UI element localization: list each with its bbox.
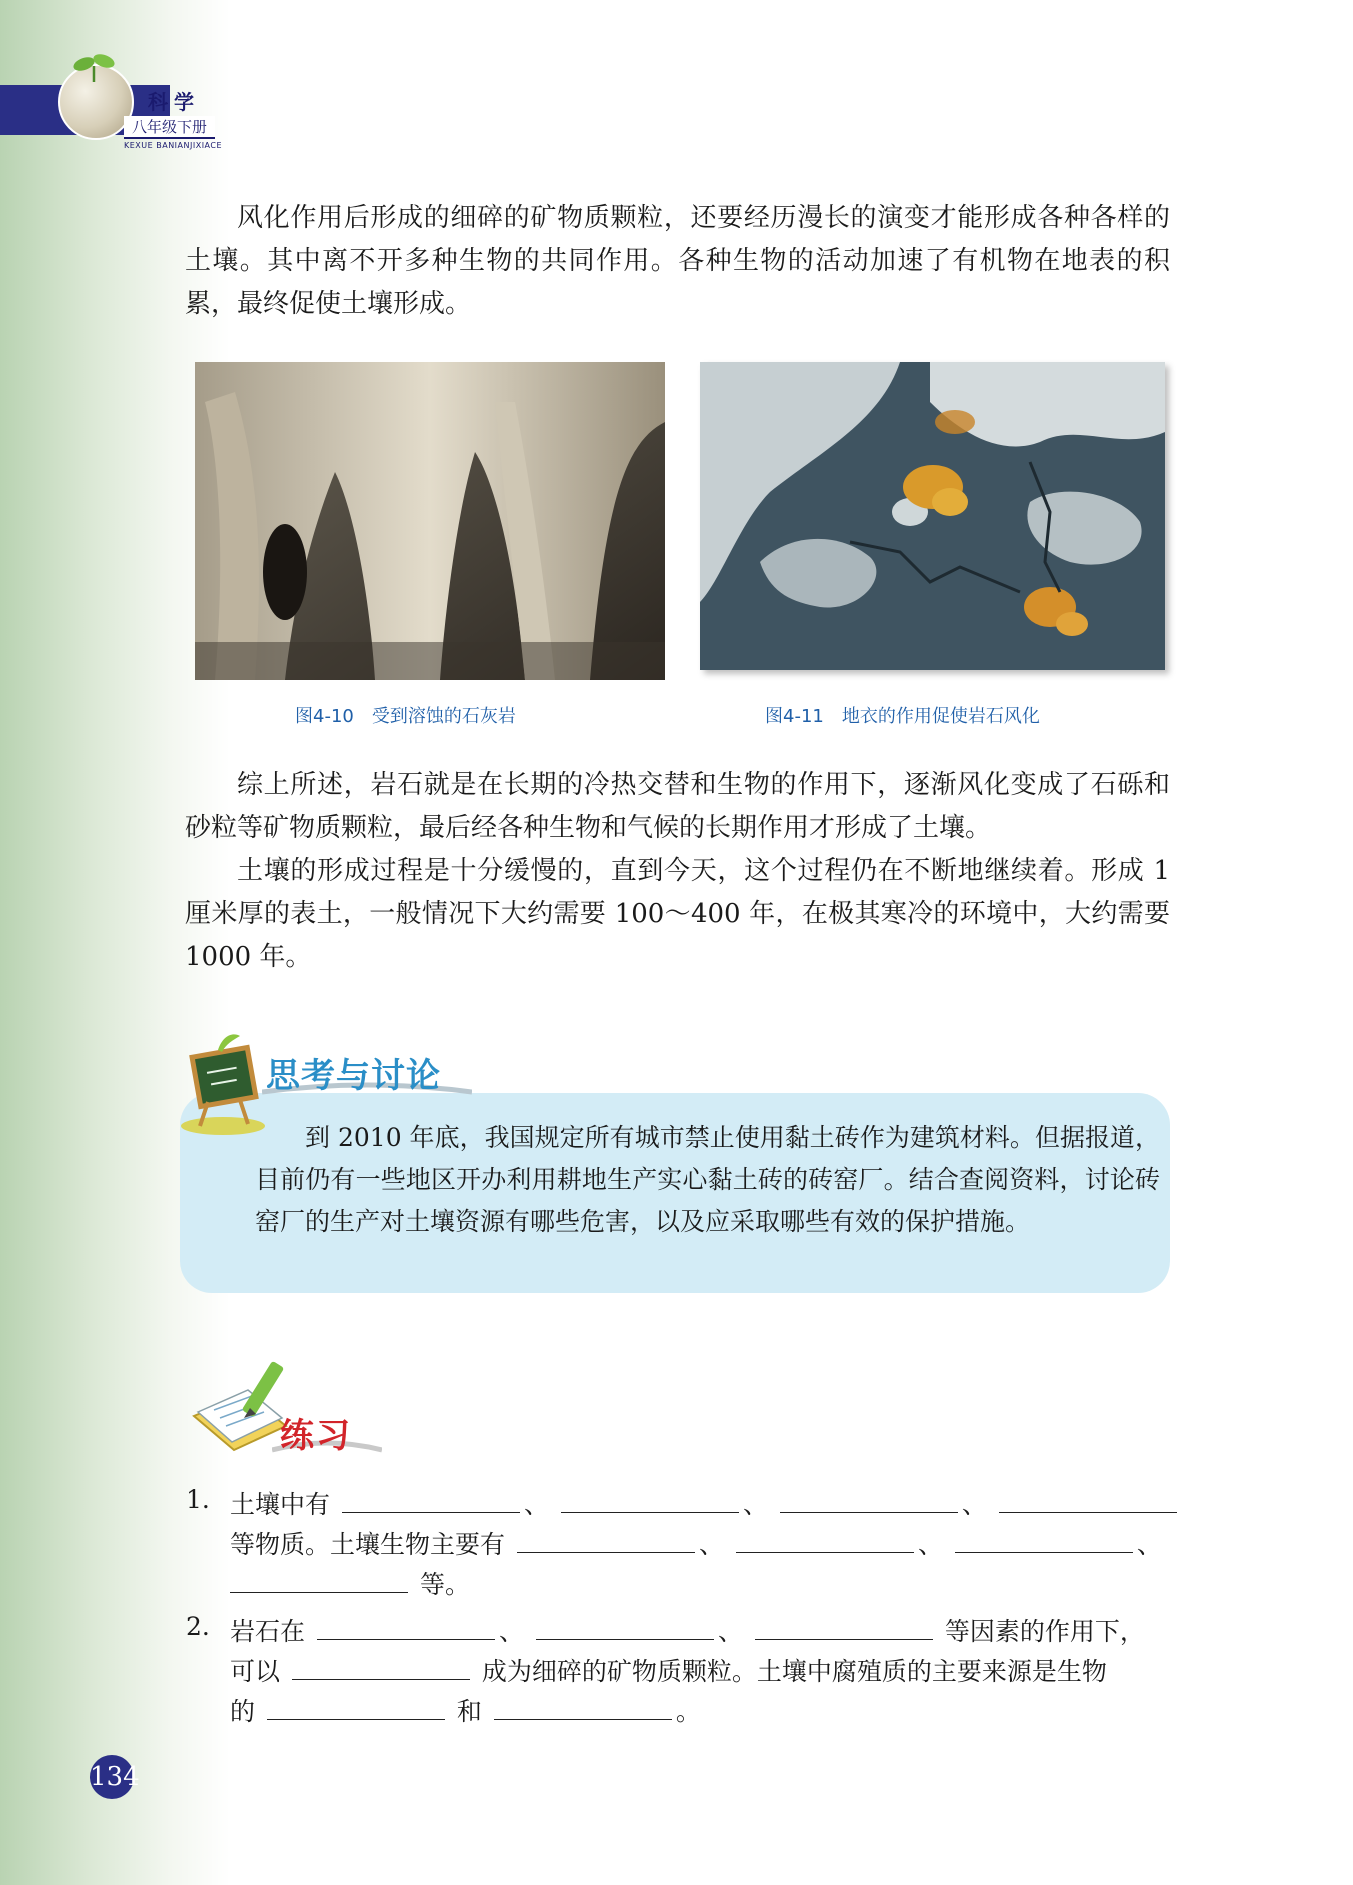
question-2-text: 可以 <box>230 1657 281 1686</box>
limestone-photo-image <box>195 362 665 680</box>
separator: 、 <box>917 1530 943 1559</box>
question-2-text: 成为细碎的矿物质颗粒。土壤中腐殖质的主要来源是生物 <box>481 1657 1107 1686</box>
fill-blank[interactable] <box>317 1617 495 1640</box>
question-2-number: 2. <box>186 1612 210 1641</box>
separator: 、 <box>698 1530 724 1559</box>
exercise-title: 练习 <box>280 1416 352 1456</box>
pinyin-label: KEXUE BANIANJIXIACE <box>124 141 223 150</box>
fill-blank[interactable] <box>292 1657 470 1680</box>
separator: 、 <box>961 1490 987 1519</box>
question-2-line-1 <box>230 1612 1145 1648</box>
limestone-photo <box>195 362 665 680</box>
question-1-text: 土壤中有 <box>230 1490 331 1519</box>
fill-blank[interactable] <box>517 1530 695 1553</box>
fill-blank[interactable] <box>736 1530 914 1553</box>
grade-label: 八年级下册 <box>124 116 215 139</box>
fill-blank[interactable] <box>755 1617 933 1640</box>
question-1-text: 等物质。土壤生物主要有 <box>230 1530 506 1559</box>
figure-caption-lichen: 图4-11 地衣的作用促使岩石风化 <box>765 706 1040 727</box>
discussion-text: 到 2010 年底，我国规定所有城市禁止使用黏土砖作为建筑材料。但据报道，目前仍有一些地区开办利用耕地生产实心黏土砖的砖窑厂。结合查阅资料，讨论砖窑厂的生产对土壤资源有哪些危害，以及应采取哪些有效的保护措施。 <box>255 1123 1160 1236</box>
lichen-photo <box>700 362 1165 670</box>
paragraph-soil-formation: 风化作用后形成的细碎的矿物质颗粒，还要经历漫长的演变才能形成各种各样的土壤。其中离不开多种生物的共同作用。各种生物的活动加速了有机物在地表的积累，最终促使土壤形成。 <box>185 203 1170 319</box>
sprout-icon <box>72 52 116 82</box>
page-number: 134 <box>90 1755 134 1799</box>
discussion-title: 思考与讨论 <box>266 1056 441 1096</box>
separator: 、 <box>717 1617 743 1646</box>
question-1-text: 等。 <box>419 1570 470 1599</box>
question-2-text: 等因素的作用下， <box>944 1617 1145 1646</box>
separator: 、 <box>742 1490 768 1519</box>
fill-blank[interactable] <box>955 1530 1133 1553</box>
question-1-number: 1. <box>186 1485 210 1514</box>
fill-blank[interactable] <box>561 1490 739 1513</box>
question-1-line-1 <box>230 1485 1181 1521</box>
fill-blank[interactable] <box>267 1697 445 1720</box>
fill-blank[interactable] <box>536 1617 714 1640</box>
fill-blank[interactable] <box>494 1697 672 1720</box>
question-2-text: 的 <box>230 1697 256 1726</box>
fill-blank[interactable] <box>999 1490 1177 1513</box>
question-2-text: 。 <box>675 1697 701 1726</box>
fill-blank[interactable] <box>780 1490 958 1513</box>
paragraph-formation-time: 土壤的形成过程是十分缓慢的，直到今天，这个过程仍在不断地继续着。形成 1 厘米厚的表土，一般情况下大约需要 100～400 年，在极其寒冷的环境中，大约需要 1000 年。 <box>185 856 1170 972</box>
question-1-line-2 <box>230 1525 1162 1561</box>
question-1-line-3 <box>230 1565 470 1601</box>
question-2-line-2 <box>230 1652 1107 1688</box>
fill-blank[interactable] <box>230 1570 408 1593</box>
separator: 、 <box>498 1617 524 1646</box>
fill-blank[interactable] <box>342 1490 520 1513</box>
question-2-text: 岩石在 <box>230 1617 306 1646</box>
separator: 、 <box>523 1490 549 1519</box>
paragraph-summary: 综上所述，岩石就是在长期的冷热交替和生物的作用下，逐渐风化变成了石砾和砂粒等矿物质颗粒，最后经各种生物和气候的长期作用才形成了土壤。 <box>185 770 1170 843</box>
figure-caption-limestone: 图4-10 受到溶蚀的石灰岩 <box>295 706 516 727</box>
question-2-line-3 <box>230 1692 701 1728</box>
question-2-text: 和 <box>456 1697 482 1726</box>
lichen-photo-image <box>700 362 1165 670</box>
separator: 、 <box>1136 1530 1162 1559</box>
subject-title: 科学 <box>148 90 200 114</box>
